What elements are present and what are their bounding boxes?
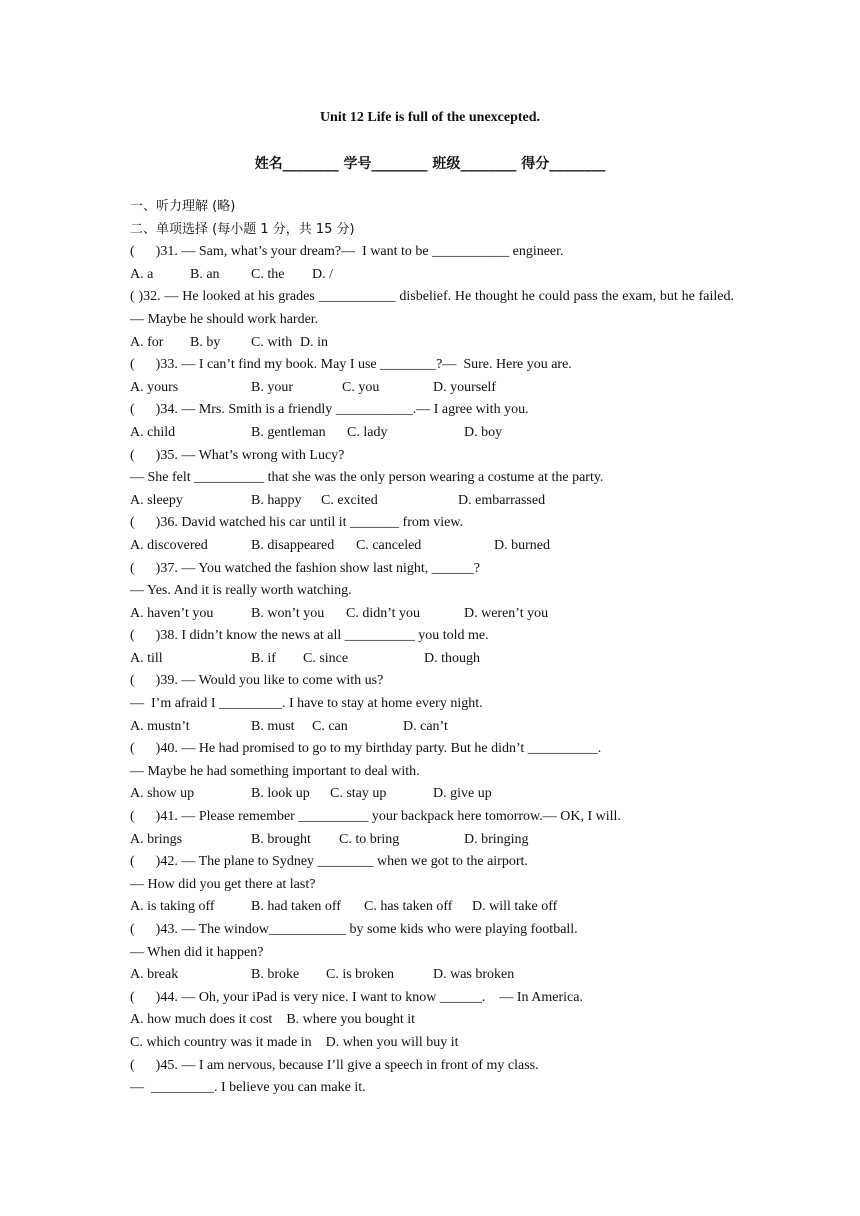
option-d: D. give up bbox=[433, 786, 492, 802]
options-row bbox=[130, 422, 734, 445]
question-item bbox=[130, 354, 734, 399]
option-d: D. yourself bbox=[433, 379, 496, 395]
options-row bbox=[130, 783, 734, 806]
option-d: D. in bbox=[300, 334, 328, 350]
option-a: A. yours bbox=[130, 379, 179, 395]
question-item bbox=[130, 1055, 734, 1100]
option-d: D. burned bbox=[494, 537, 550, 553]
question-item bbox=[130, 558, 734, 626]
option-a: A. how much does it cost bbox=[130, 1012, 273, 1028]
option-b: B. happy bbox=[251, 492, 302, 508]
option-d: D. boy bbox=[464, 424, 503, 440]
option-a: A. a bbox=[130, 266, 154, 282]
options-row bbox=[130, 648, 734, 671]
option-a: A. mustn’t bbox=[130, 718, 190, 734]
options-row bbox=[130, 535, 734, 558]
options-row bbox=[130, 603, 734, 626]
option-a: A. is taking off bbox=[130, 899, 215, 915]
options-row bbox=[130, 264, 734, 287]
question-item bbox=[130, 445, 734, 513]
option-b: B. disappeared bbox=[251, 537, 335, 553]
option-b: B. your bbox=[251, 379, 293, 395]
question-stem: ( )38. I didn’t know the news at all __________ you told me. bbox=[130, 628, 489, 644]
option-d: D. embarrassed bbox=[458, 492, 546, 508]
question-item bbox=[130, 670, 734, 738]
option-c: C. since bbox=[303, 650, 349, 666]
question-stem: ( )36. David watched his car until it _______ from view. bbox=[130, 515, 464, 531]
option-a: A. till bbox=[130, 650, 163, 666]
options-row bbox=[130, 896, 734, 919]
option-d: D. weren’t you bbox=[464, 605, 549, 621]
option-d: D. can’t bbox=[403, 718, 448, 734]
option-b: B. by bbox=[190, 334, 221, 350]
option-d: D. when you will buy it bbox=[325, 1034, 459, 1050]
option-c: C. canceled bbox=[356, 537, 422, 553]
question-item bbox=[130, 399, 734, 444]
question-list bbox=[130, 241, 734, 1100]
option-a: A. child bbox=[130, 424, 176, 440]
question-item bbox=[130, 625, 734, 670]
options-row bbox=[130, 377, 734, 400]
question-stem: ( )34. — Mrs. Smith is a friendly ___________.— I agree with you. bbox=[130, 402, 529, 418]
option-d: D. / bbox=[312, 266, 333, 282]
options-row bbox=[130, 490, 734, 513]
option-a: A. discovered bbox=[130, 537, 208, 553]
question-stem: ( )33. — I can’t find my book. May I use ________?— Sure. Here you are. bbox=[130, 357, 572, 373]
question-stem: — I’m afraid I _________. I have to stay at home every night. bbox=[130, 696, 483, 712]
option-d: D. though bbox=[424, 650, 480, 666]
option-c: C. didn’t you bbox=[346, 605, 421, 621]
option-b: B. an bbox=[190, 266, 220, 282]
section-single-choice: 二、单项选择 (每小题 1 分，共 15 分) bbox=[130, 221, 355, 237]
question-stem: — She felt __________ that she was the only person wearing a costume at the party. bbox=[130, 470, 604, 486]
option-c: C. with bbox=[251, 334, 293, 350]
option-b: B. must bbox=[251, 718, 295, 734]
option-b: B. if bbox=[251, 650, 276, 666]
option-a: A. show up bbox=[130, 786, 195, 802]
question-stem: ( )43. — The window___________ by some kids who were playing football. bbox=[130, 922, 578, 937]
question-stem: ( )42. — The plane to Sydney ________ when we got to the airport. bbox=[130, 854, 528, 870]
option-b: B. broke bbox=[251, 967, 300, 983]
question-item bbox=[130, 851, 734, 919]
options-row bbox=[130, 716, 734, 739]
options-row bbox=[130, 1009, 734, 1032]
question-stem: — Yes. And it is really worth watching. bbox=[130, 583, 352, 599]
question-item bbox=[130, 512, 734, 557]
question-stem: ( )31. — Sam, what’s your dream?— I want to be ___________ engineer. bbox=[130, 244, 564, 260]
question-stem: — Maybe he had something important to deal with. bbox=[130, 763, 420, 779]
question-stem: ( )37. — You watched the fashion show last night, ______? bbox=[130, 560, 480, 576]
option-a: A. sleepy bbox=[130, 492, 183, 508]
option-c: C. stay up bbox=[330, 786, 387, 802]
question-stem: — When did it happen? bbox=[130, 944, 264, 960]
option-b: B. look up bbox=[251, 786, 310, 802]
question-item bbox=[130, 806, 734, 851]
option-b: B. where you bought it bbox=[286, 1012, 416, 1028]
option-d: D. was broken bbox=[433, 967, 515, 983]
question-stem: ( )35. — What’s wrong with Lucy? bbox=[130, 447, 345, 463]
question-stem: ( )32. — He looked at his grades ___________ disbelief. He thought he could pass the exam, but he failed. — Maybe he should work harder. bbox=[130, 289, 734, 327]
option-a: A. brings bbox=[130, 831, 183, 847]
option-c: C. lady bbox=[347, 424, 388, 440]
question-stem: ( )40. — He had promised to go to my birthday party. But he didn’t __________. bbox=[130, 741, 602, 757]
option-b: B. won’t you bbox=[251, 605, 325, 621]
question-item bbox=[130, 241, 734, 286]
option-c: C. can bbox=[312, 718, 348, 734]
question-item bbox=[130, 987, 734, 1055]
student-info-line: 姓名________ 学号________ 班级________ 得分________ bbox=[254, 156, 606, 172]
option-c: C. you bbox=[342, 379, 380, 395]
option-a: A. haven’t you bbox=[130, 605, 214, 621]
question-item bbox=[130, 919, 734, 987]
options-row bbox=[130, 332, 734, 355]
section-listening: 一、听力理解 (略) bbox=[130, 199, 236, 214]
option-c: C. the bbox=[251, 266, 285, 282]
question-stem: ( )44. — Oh, your iPad is very nice. I want to know ______. — In America. bbox=[130, 989, 583, 1005]
option-a: A. break bbox=[130, 967, 179, 983]
option-d: D. will take off bbox=[472, 899, 558, 915]
question-item bbox=[130, 738, 734, 806]
question-stem: ( )41. — Please remember __________ your backpack here tomorrow.— OK, I will. bbox=[130, 809, 621, 825]
option-b: B. gentleman bbox=[251, 424, 326, 440]
options-row bbox=[130, 964, 734, 987]
worksheet-content bbox=[130, 196, 734, 1100]
option-c: C. has taken off bbox=[364, 899, 453, 915]
options-row bbox=[130, 1032, 734, 1055]
option-c: C. excited bbox=[321, 492, 378, 508]
option-c: C. to bring bbox=[339, 831, 400, 847]
question-stem: ( )39. — Would you like to come with us? bbox=[130, 673, 384, 689]
question-stem: ( )45. — I am nervous, because I’ll give a speech in front of my class. bbox=[130, 1057, 539, 1073]
question-stem: — _________. I believe you can make it. bbox=[130, 1080, 366, 1096]
page-title: Unit 12 Life is full of the unexcepted. bbox=[319, 110, 541, 125]
options-row bbox=[130, 829, 734, 852]
option-a: A. for bbox=[130, 334, 164, 350]
option-c: C. which country was it made in bbox=[130, 1034, 312, 1050]
option-b: B. brought bbox=[251, 831, 311, 847]
question-item bbox=[130, 286, 734, 354]
option-d: D. bringing bbox=[464, 831, 529, 847]
option-b: B. had taken off bbox=[251, 899, 341, 915]
question-stem: — How did you get there at last? bbox=[130, 876, 316, 892]
option-c: C. is broken bbox=[326, 967, 395, 983]
